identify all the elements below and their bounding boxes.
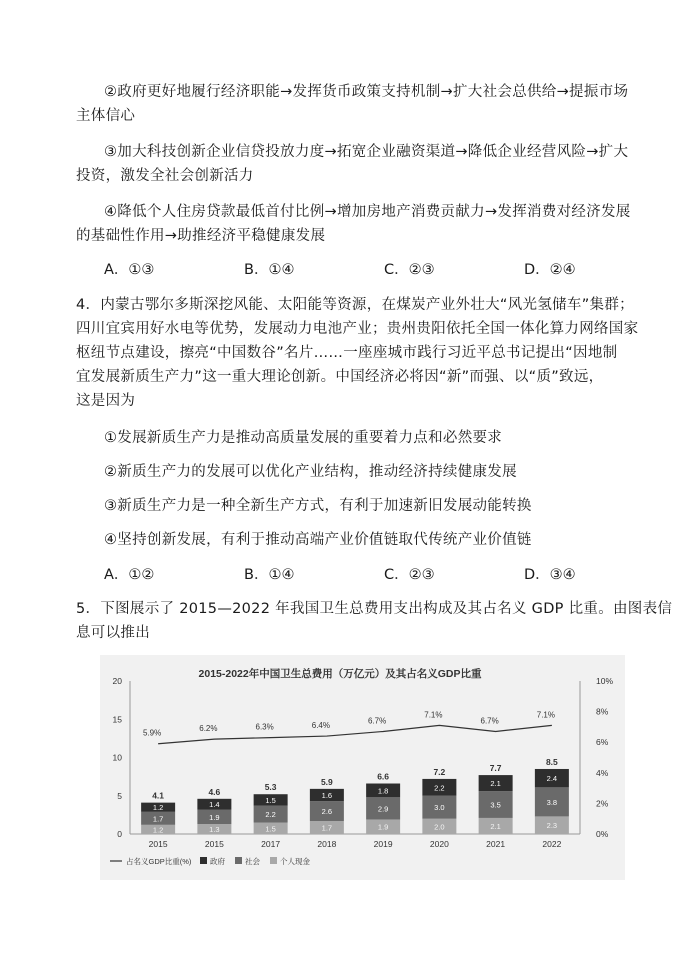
legend-swatch <box>235 857 242 864</box>
gdp-share-label: 7.1% <box>536 710 555 720</box>
gdp-share-label: 6.7% <box>480 716 499 726</box>
x-tick-label: 2018 <box>317 839 337 849</box>
q4-item4: ④坚持创新发展，有利于推动高端产业价值链取代传统产业价值链 <box>104 532 532 548</box>
gdp-share-label: 6.2% <box>199 724 218 734</box>
bar-segment-label: 1.2 <box>152 803 164 813</box>
q4-options <box>104 563 584 584</box>
q4-stem-line5: 这是因为 <box>76 393 136 409</box>
bar-segment-label: 1.6 <box>321 790 333 800</box>
bar-segment-label: 1.3 <box>209 825 220 835</box>
health-expenditure-chart <box>100 655 625 880</box>
bar-segment-label: 1.5 <box>265 824 276 834</box>
gdp-share-label: 6.7% <box>368 716 387 726</box>
legend-label: 个人现金 <box>280 857 310 866</box>
right-tick-label: 2% <box>596 798 609 809</box>
legend-label: 占名义GDP比重(%) <box>126 857 192 866</box>
q4-stem-line4: 宜发展新质生产力”这一重大理论创新。中国经济必将因“新”而强、以“质”致远， <box>76 369 604 385</box>
bar-segment-label: 2.1 <box>490 821 501 831</box>
bar-segment-label: 3.8 <box>546 797 558 807</box>
q3-item3-line2: 投资，激发全社会创新活力 <box>76 168 254 184</box>
bar-segment-label: 1.5 <box>265 795 276 805</box>
bar-segment-label: 1.7 <box>321 823 333 833</box>
bar-segment-label: 2.6 <box>321 807 333 817</box>
legend-label: 政府 <box>210 857 225 866</box>
x-tick-label: 2020 <box>429 839 449 849</box>
legend-swatch <box>200 857 207 864</box>
q3-item4-line2: 的基础性作用→助推经济平稳健康发展 <box>76 228 326 244</box>
q3-option-c: C．②③ <box>384 262 435 278</box>
right-tick-label: 10% <box>596 676 614 686</box>
bar-segment-label: 1.9 <box>377 822 389 832</box>
q4-item1: ①发展新质生产力是推动高质量发展的重要着力点和必然要求 <box>104 430 503 446</box>
bar-total-label: 4.1 <box>152 790 165 801</box>
q4-stem-line3: 枢纽节点建设，擦亮“中国数谷”名片……一座座城市践行习近平总书记提出“因地制 <box>76 345 618 361</box>
bar-total-label: 8.5 <box>545 756 558 767</box>
left-tick-label: 15 <box>112 714 122 725</box>
q4-item2: ②新质生产力的发展可以优化产业结构，推动经济持续健康发展 <box>104 464 517 480</box>
bar-total-label: 5.3 <box>264 782 277 793</box>
bar-segment-label: 2.9 <box>377 804 389 814</box>
chart-svg <box>100 655 625 880</box>
q4-option-b: B．①④ <box>244 567 295 583</box>
x-tick-label: 2021 <box>486 839 506 849</box>
bar-segment-label: 1.8 <box>377 786 389 796</box>
q4-option-a: A．①② <box>104 567 155 583</box>
bar-segment-label: 3.0 <box>434 803 445 813</box>
legend-label: 社会 <box>245 857 260 866</box>
chart-title: 2015-2022年中国卫生总费用（万亿元）及其占名义GDP比重 <box>198 668 482 680</box>
q3-option-b: B．①④ <box>244 262 295 278</box>
q3-option-a: A．①③ <box>104 262 155 278</box>
q4-option-d: D．③④ <box>524 567 576 583</box>
bar-segment-label: 3.5 <box>490 800 501 810</box>
right-tick-label: 8% <box>596 706 609 717</box>
legend-swatch <box>270 857 277 864</box>
right-tick-label: 0% <box>596 829 609 839</box>
bar-segment-label: 2.1 <box>490 779 501 789</box>
bar-total-label: 4.6 <box>208 786 221 797</box>
bar-segment-label: 2.3 <box>546 821 558 831</box>
gdp-share-label: 7.1% <box>424 710 443 720</box>
x-tick-label: 2019 <box>373 839 393 849</box>
q4-stem-line2: 四川宜宾用好水电等优势，发展动力电池产业；贵州贵阳依托全国一体化算力网络国家 <box>76 321 639 337</box>
bar-segment-label: 1.7 <box>152 814 164 824</box>
left-tick-label: 20 <box>112 676 122 686</box>
q4-item3: ③新质生产力是一种全新生产方式，有利于加速新旧发展动能转换 <box>104 498 532 514</box>
q3-item3-line1: ③加大科技创新企业信贷投放力度→拓宽企业融资渠道→降低企业经营风险→扩大 <box>104 144 629 160</box>
q5-stem-line2: 息可以推出 <box>76 625 150 641</box>
bar-total-label: 7.2 <box>433 766 446 777</box>
bar-segment-label: 1.2 <box>152 825 164 835</box>
bar-segment-label: 2.0 <box>434 822 445 832</box>
gdp-share-label: 6.3% <box>255 722 274 732</box>
bar-segment-label: 1.9 <box>209 812 220 822</box>
gdp-share-label: 5.9% <box>143 728 162 738</box>
bar-segment-label: 2.2 <box>265 810 276 820</box>
bar-segment-label: 1.4 <box>209 800 220 810</box>
x-tick-label: 2015 <box>204 839 224 849</box>
q3-item2-line2: 主体信心 <box>76 108 136 124</box>
bar-segment-label: 2.4 <box>546 774 558 784</box>
q5-stem-line1: 5．下图展示了 2015—2022 年我国卫生总费用支出构成及其占名义 GDP 比重。由图表信 <box>76 601 673 617</box>
q3-options <box>104 258 584 279</box>
bar-segment-label: 2.2 <box>434 783 445 793</box>
right-tick-label: 4% <box>596 767 609 778</box>
q4-stem-line1: 4．内蒙古鄂尔多斯深挖风能、太阳能等资源，在煤炭产业外壮大“风光氢储车”集群； <box>76 297 634 313</box>
left-tick-label: 5 <box>117 790 122 801</box>
x-tick-label: 2022 <box>542 839 562 849</box>
bar-total-label: 7.7 <box>489 763 502 774</box>
x-tick-label: 2017 <box>261 839 281 849</box>
q3-option-d: D．②④ <box>524 262 576 278</box>
left-tick-label: 0 <box>117 829 122 839</box>
q3-item2-line1: ②政府更好地履行经济职能→发挥货币政策支持机制→扩大社会总供给→提振市场 <box>104 84 629 100</box>
right-tick-label: 6% <box>596 737 609 748</box>
q3-item4-line1: ④降低个人住房贷款最低首付比例→增加房地产消费贡献力→发挥消费对经济发展 <box>104 204 631 220</box>
q4-option-c: C．②③ <box>384 567 435 583</box>
bar-total-label: 6.6 <box>377 771 390 782</box>
left-tick-label: 10 <box>112 752 122 763</box>
bar-total-label: 5.9 <box>320 776 333 787</box>
x-tick-label: 2015 <box>148 839 168 849</box>
gdp-share-label: 6.4% <box>311 721 330 731</box>
